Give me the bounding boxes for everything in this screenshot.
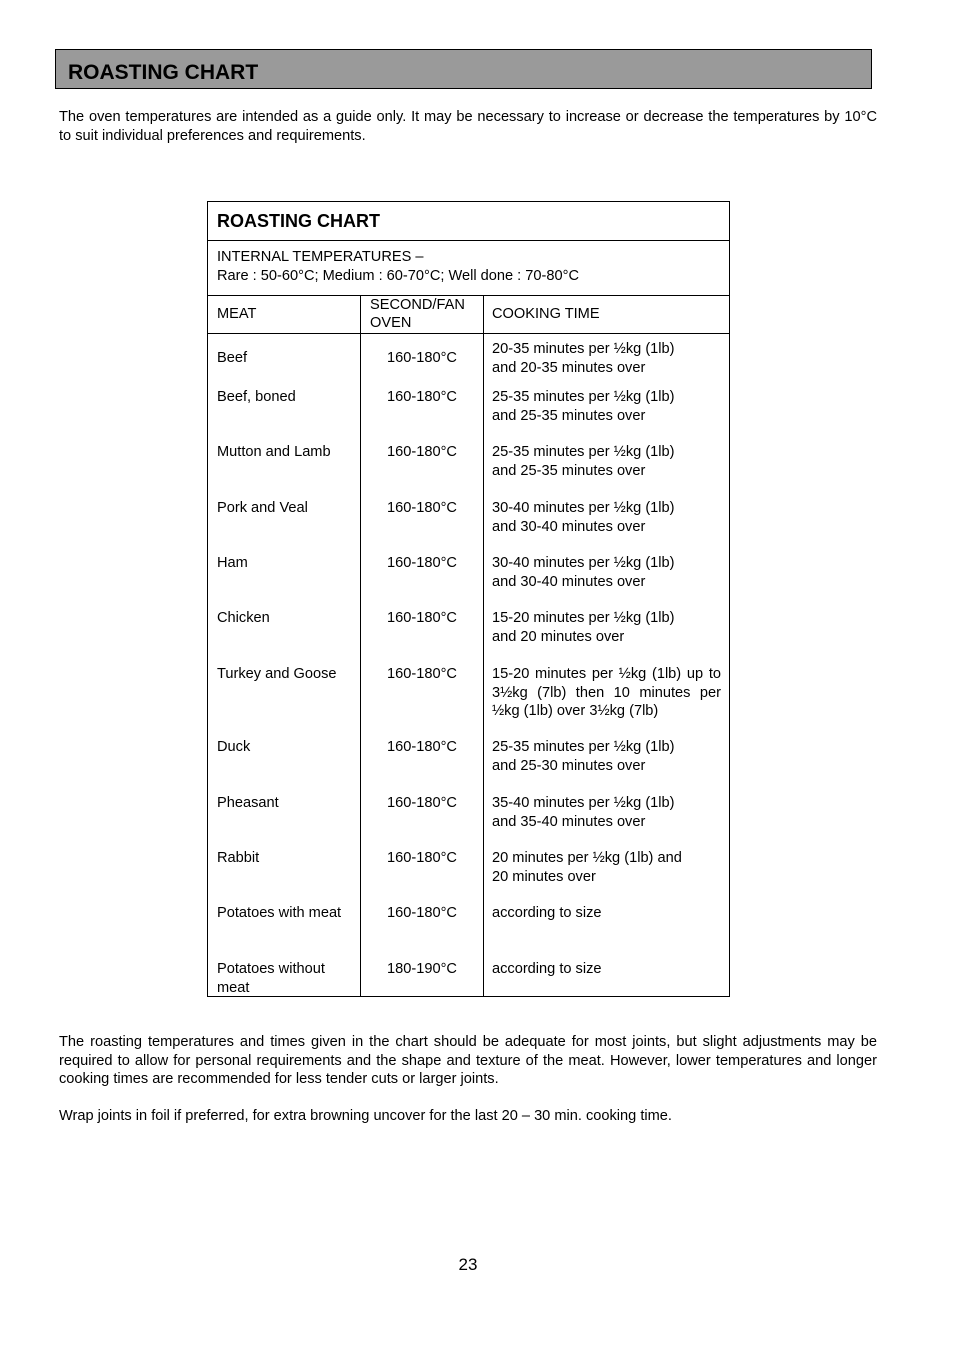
meat-cell: Pork and Veal — [217, 500, 308, 516]
cooking-time-cell: according to size — [492, 905, 602, 921]
meat-cell: Beef — [217, 350, 248, 366]
section-title: ROASTING CHART — [68, 61, 259, 84]
foil-tip-paragraph: Wrap joints in foil if preferred, for extra browning uncover for the last 20 – 30 min. cooking time. — [59, 1108, 672, 1124]
meat-cell: Mutton and Lamb — [217, 444, 331, 460]
internal-temperatures-heading: INTERNAL TEMPERATURES – — [217, 249, 424, 265]
temperature-cell: 160-180°C — [387, 350, 457, 366]
temperature-cell: 160-180°C — [387, 666, 457, 682]
column-header-row — [208, 296, 729, 334]
temperature-cell: 160-180°C — [387, 610, 457, 626]
meat-cell: Turkey and Goose — [217, 666, 337, 682]
temperature-cell: 160-180°C — [387, 444, 457, 460]
cooking-time-cell: according to size — [492, 961, 602, 977]
temperature-cell: 160-180°C — [387, 500, 457, 516]
outro-paragraph: The roasting temperatures and times given in the chart should be adequate for most joints, but slight adjustments may be required to allow for personal requirements and the shape and texture of the meat. However, lower temperatures and longer cooking times are recommended for less tender cuts or larger joints. — [59, 1034, 877, 1087]
column-header-meat: MEAT — [217, 306, 257, 322]
temperature-cell: 180-190°C — [387, 961, 457, 977]
intro-paragraph: The oven temperatures are intended as a guide only. It may be necessary to increase or decrease the temperatures by 10°C to suit individual preferences and requirements. — [59, 109, 877, 144]
cooking-time-cell: 35-40 minutes per ½kg (1lb) and 35-40 minutes over — [492, 795, 675, 830]
meat-cell: Potatoes without meat — [217, 961, 325, 996]
cooking-time-cell: 15-20 minutes per ½kg (1lb) up to 3½kg (7lb) then 10 minutes per ½kg (1lb) over 3½kg (7lb) — [492, 666, 721, 719]
temperature-cell: 160-180°C — [387, 795, 457, 811]
cooking-time-cell: 20 minutes per ½kg (1lb) and 20 minutes over — [492, 850, 682, 885]
cooking-time-cell: 30-40 minutes per ½kg (1lb) and 30-40 minutes over — [492, 555, 675, 590]
section-header — [55, 49, 872, 89]
temperature-cell: 160-180°C — [387, 850, 457, 866]
column-header-oven: SECOND/FAN OVEN — [370, 297, 465, 331]
meat-cell: Pheasant — [217, 795, 279, 811]
temperature-cell: 160-180°C — [387, 905, 457, 921]
cooking-time-cell: 15-20 minutes per ½kg (1lb) and 20 minutes over — [492, 610, 675, 645]
temperature-cell: 160-180°C — [387, 739, 457, 755]
internal-temperatures-row — [208, 241, 729, 296]
meat-cell: Chicken — [217, 610, 270, 626]
meat-cell: Potatoes with meat — [217, 905, 342, 921]
meat-cell: Duck — [217, 739, 251, 755]
chart-title: ROASTING CHART — [217, 211, 380, 231]
internal-temperatures-values: Rare : 50-60°C; Medium : 60-70°C; Well done : 70-80°C — [217, 268, 579, 284]
chart-title-row — [208, 202, 729, 241]
temperature-cell: 160-180°C — [387, 389, 457, 405]
cooking-time-cell: 25-35 minutes per ½kg (1lb) and 25-30 minutes over — [492, 739, 675, 774]
temperature-cell: 160-180°C — [387, 555, 457, 571]
meat-cell: Beef, boned — [217, 389, 296, 405]
cooking-time-cell: 30-40 minutes per ½kg (1lb) and 30-40 minutes over — [492, 500, 675, 535]
cooking-time-cell: 20-35 minutes per ½kg (1lb) and 20-35 minutes over — [492, 341, 675, 376]
column-header-cooking-time: COOKING TIME — [492, 306, 600, 322]
meat-cell: Rabbit — [217, 850, 260, 866]
page-number: 23 — [458, 1255, 478, 1274]
cooking-time-cell: 25-35 minutes per ½kg (1lb) and 25-35 minutes over — [492, 444, 675, 479]
meat-cell: Ham — [217, 555, 248, 571]
column-divider — [483, 296, 484, 996]
roasting-chart-table — [207, 201, 730, 997]
cooking-time-cell: 25-35 minutes per ½kg (1lb) and 25-35 minutes over — [492, 389, 675, 424]
